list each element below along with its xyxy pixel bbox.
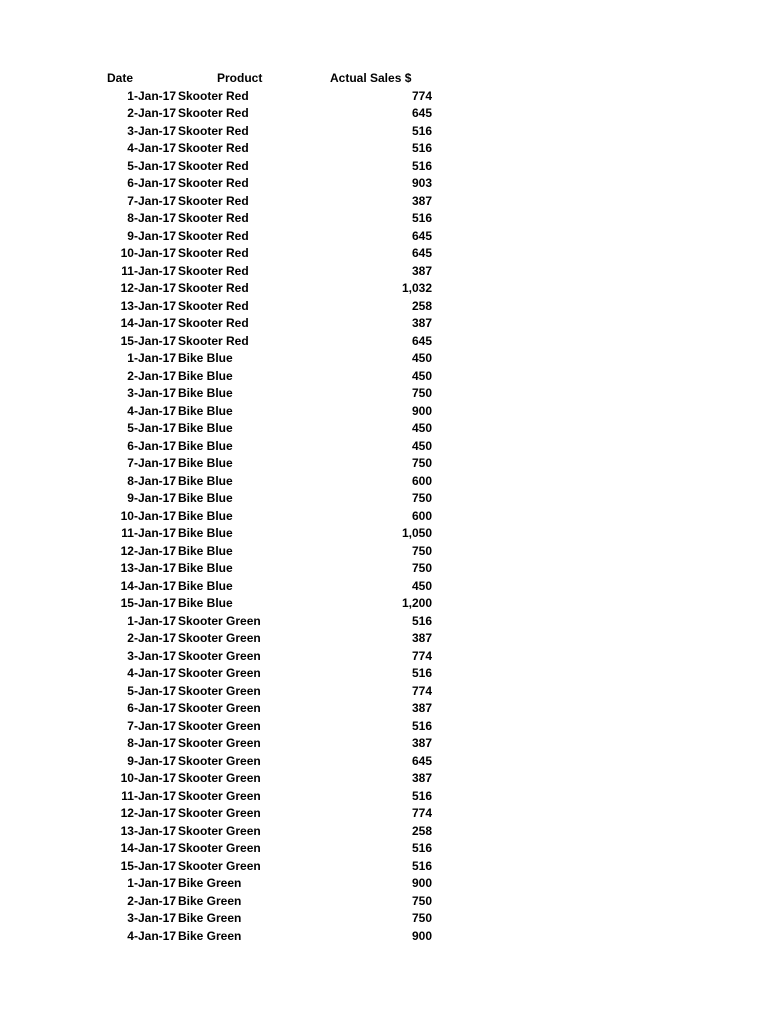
- cell-date: 10-Jan-17: [120, 246, 176, 260]
- table-row: [0, 683, 768, 701]
- cell-actual-sales: 450: [411, 421, 432, 435]
- table-row: [0, 263, 768, 281]
- cell-product: Skooter Green: [178, 753, 261, 768]
- cell-date: 14-Jan-17: [120, 841, 176, 855]
- cell-actual-sales: 387: [411, 771, 432, 785]
- cell-date: 11-Jan-17: [121, 263, 176, 278]
- cell-product: Skooter Red: [178, 316, 249, 330]
- cell-actual-sales: 516: [411, 158, 432, 173]
- cell-date: 6-Jan-17: [127, 701, 176, 715]
- cell-actual-sales: 645: [411, 333, 432, 348]
- cell-date: 2-Jan-17: [127, 368, 176, 383]
- cell-product: Bike Blue: [178, 596, 233, 610]
- table-row: [0, 123, 768, 141]
- cell-product: Skooter Green: [178, 788, 261, 803]
- cell-date: 1-Jan-17: [127, 876, 176, 890]
- cell-actual-sales: 750: [411, 456, 432, 470]
- cell-actual-sales: 516: [411, 788, 432, 803]
- cell-actual-sales: 387: [411, 193, 432, 208]
- cell-date: 8-Jan-17: [127, 736, 176, 750]
- cell-actual-sales: 750: [411, 911, 432, 925]
- cell-product: Skooter Green: [178, 771, 261, 785]
- cell-actual-sales: 750: [411, 543, 432, 558]
- cell-product: Bike Blue: [178, 438, 233, 453]
- table-row: [0, 788, 768, 806]
- cell-product: Bike Blue: [178, 368, 233, 383]
- cell-date: 9-Jan-17: [127, 228, 176, 243]
- header-actual-sales: Actual Sales $: [330, 71, 412, 85]
- table-row: [0, 315, 768, 333]
- cell-date: 11-Jan-17: [121, 788, 176, 803]
- cell-actual-sales: 600: [411, 508, 432, 523]
- table-row: [0, 298, 768, 316]
- cell-product: Bike Blue: [178, 526, 233, 540]
- table-row: [0, 525, 768, 543]
- table-row: [0, 158, 768, 176]
- cell-actual-sales: 516: [411, 141, 432, 155]
- cell-date: 8-Jan-17: [127, 211, 176, 225]
- cell-product: Skooter Green: [178, 736, 261, 750]
- cell-product: Skooter Red: [178, 176, 249, 190]
- cell-date: 3-Jan-17: [127, 648, 176, 663]
- cell-date: 2-Jan-17: [127, 893, 176, 908]
- cell-actual-sales: 774: [411, 648, 432, 663]
- table-row: [0, 823, 768, 841]
- cell-product: Skooter Green: [178, 648, 261, 663]
- table-row: [0, 333, 768, 351]
- cell-product: Skooter Green: [178, 806, 261, 820]
- table-row: [0, 140, 768, 158]
- cell-product: Bike Blue: [178, 561, 233, 575]
- table-row: [0, 350, 768, 368]
- table-row: [0, 840, 768, 858]
- cell-actual-sales: 645: [411, 228, 432, 243]
- cell-actual-sales: 516: [411, 718, 432, 733]
- table-row: [0, 753, 768, 771]
- cell-product: Skooter Red: [178, 123, 249, 138]
- cell-actual-sales: 387: [411, 736, 432, 750]
- cell-product: Skooter Green: [178, 666, 261, 680]
- table-row: [0, 735, 768, 753]
- cell-actual-sales: 645: [411, 106, 432, 120]
- table-row: [0, 175, 768, 193]
- table-row: [0, 455, 768, 473]
- cell-actual-sales: 900: [411, 403, 432, 418]
- cell-actual-sales: 645: [411, 753, 432, 768]
- cell-date: 4-Jan-17: [127, 403, 176, 418]
- cell-product: Bike Blue: [178, 351, 233, 365]
- table-row: [0, 595, 768, 613]
- cell-product: Bike Blue: [178, 578, 233, 593]
- cell-actual-sales: 900: [411, 928, 432, 943]
- table-row: [0, 858, 768, 876]
- table-row: [0, 490, 768, 508]
- table-row: [0, 88, 768, 106]
- cell-product: Skooter Green: [178, 858, 261, 873]
- cell-actual-sales: 387: [411, 701, 432, 715]
- cell-actual-sales: 387: [411, 631, 432, 645]
- cell-actual-sales: 1,032: [401, 281, 432, 295]
- table-row: [0, 385, 768, 403]
- table-row: [0, 560, 768, 578]
- cell-date: 1-Jan-17: [127, 351, 176, 365]
- cell-product: Bike Blue: [178, 491, 233, 505]
- cell-actual-sales: 774: [411, 806, 432, 820]
- cell-actual-sales: 750: [411, 893, 432, 908]
- table-row: [0, 193, 768, 211]
- cell-date: 10-Jan-17: [120, 771, 176, 785]
- cell-product: Skooter Green: [178, 701, 261, 715]
- table-row: [0, 578, 768, 596]
- cell-actual-sales: 258: [411, 823, 432, 838]
- cell-date: 12-Jan-17: [120, 543, 176, 558]
- cell-product: Skooter Red: [178, 211, 249, 225]
- cell-date: 11-Jan-17: [121, 526, 176, 540]
- table-row: [0, 245, 768, 263]
- cell-date: 3-Jan-17: [127, 386, 176, 400]
- cell-date: 10-Jan-17: [120, 508, 176, 523]
- table-row: [0, 875, 768, 893]
- table-row: [0, 105, 768, 123]
- cell-product: Bike Green: [178, 911, 242, 925]
- cell-actual-sales: 516: [411, 858, 432, 873]
- cell-product: Skooter Green: [178, 841, 261, 855]
- cell-actual-sales: 750: [411, 491, 432, 505]
- table-row: [0, 543, 768, 561]
- cell-actual-sales: 516: [411, 666, 432, 680]
- cell-date: 12-Jan-17: [120, 281, 176, 295]
- cell-actual-sales: 645: [411, 246, 432, 260]
- header-row: [0, 70, 768, 88]
- cell-product: Bike Blue: [178, 508, 233, 523]
- cell-actual-sales: 450: [411, 438, 432, 453]
- cell-date: 4-Jan-17: [127, 141, 176, 155]
- cell-date: 3-Jan-17: [127, 911, 176, 925]
- cell-actual-sales: 774: [411, 683, 432, 698]
- cell-product: Bike Blue: [178, 473, 233, 488]
- cell-product: Skooter Red: [178, 333, 249, 348]
- table-row: [0, 805, 768, 823]
- cell-product: Skooter Red: [178, 281, 249, 295]
- cell-actual-sales: 450: [411, 578, 432, 593]
- cell-product: Bike Blue: [178, 403, 233, 418]
- cell-product: Skooter Red: [178, 298, 249, 313]
- cell-product: Bike Blue: [178, 543, 233, 558]
- cell-date: 9-Jan-17: [127, 491, 176, 505]
- cell-date: 8-Jan-17: [127, 473, 176, 488]
- cell-actual-sales: 450: [411, 351, 432, 365]
- cell-date: 3-Jan-17: [127, 123, 176, 138]
- cell-product: Skooter Green: [178, 631, 261, 645]
- cell-date: 5-Jan-17: [127, 158, 176, 173]
- cell-product: Bike Green: [178, 928, 242, 943]
- cell-date: 15-Jan-17: [120, 858, 176, 873]
- table-row: [0, 665, 768, 683]
- table-row: [0, 648, 768, 666]
- cell-product: Bike Blue: [178, 456, 233, 470]
- cell-date: 14-Jan-17: [120, 578, 176, 593]
- table-row: [0, 228, 768, 246]
- cell-date: 9-Jan-17: [127, 753, 176, 768]
- cell-actual-sales: 516: [411, 123, 432, 138]
- table-row: [0, 613, 768, 631]
- cell-date: 15-Jan-17: [120, 596, 176, 610]
- cell-actual-sales: 1,050: [401, 526, 432, 540]
- cell-actual-sales: 450: [411, 368, 432, 383]
- cell-date: 7-Jan-17: [127, 193, 176, 208]
- table-row: [0, 280, 768, 298]
- cell-actual-sales: 516: [411, 211, 432, 225]
- cell-actual-sales: 516: [411, 841, 432, 855]
- cell-date: 13-Jan-17: [120, 298, 176, 313]
- cell-product: Bike Blue: [178, 386, 233, 400]
- cell-product: Skooter Red: [178, 263, 249, 278]
- cell-date: 13-Jan-17: [120, 823, 176, 838]
- cell-date: 5-Jan-17: [127, 421, 176, 435]
- cell-product: Bike Blue: [178, 421, 233, 435]
- cell-actual-sales: 903: [411, 176, 432, 190]
- table-row: [0, 928, 768, 946]
- cell-product: Skooter Green: [178, 613, 261, 628]
- table-row: [0, 630, 768, 648]
- cell-actual-sales: 600: [411, 473, 432, 488]
- cell-date: 7-Jan-17: [127, 718, 176, 733]
- cell-actual-sales: 1,200: [401, 596, 432, 610]
- data-rows: [0, 88, 768, 946]
- cell-date: 6-Jan-17: [127, 176, 176, 190]
- cell-date: 15-Jan-17: [120, 333, 176, 348]
- cell-actual-sales: 750: [411, 386, 432, 400]
- cell-date: 4-Jan-17: [127, 666, 176, 680]
- header-product: Product: [217, 71, 263, 85]
- cell-product: Skooter Red: [178, 88, 249, 103]
- cell-product: Skooter Green: [178, 823, 261, 838]
- cell-product: Skooter Green: [178, 718, 261, 733]
- table-row: [0, 508, 768, 526]
- header-date: Date: [107, 71, 134, 85]
- sales-sheet: [0, 70, 768, 945]
- cell-actual-sales: 516: [411, 613, 432, 628]
- cell-date: 4-Jan-17: [127, 928, 176, 943]
- cell-actual-sales: 387: [411, 263, 432, 278]
- cell-date: 2-Jan-17: [127, 631, 176, 645]
- cell-date: 2-Jan-17: [127, 106, 176, 120]
- table-row: [0, 368, 768, 386]
- cell-date: 7-Jan-17: [127, 456, 176, 470]
- cell-product: Skooter Red: [178, 141, 249, 155]
- cell-product: Skooter Red: [178, 193, 249, 208]
- cell-product: Skooter Red: [178, 158, 249, 173]
- table-row: [0, 770, 768, 788]
- cell-date: 14-Jan-17: [120, 316, 176, 330]
- cell-actual-sales: 387: [411, 316, 432, 330]
- table-row: [0, 420, 768, 438]
- cell-product: Skooter Red: [178, 246, 249, 260]
- cell-date: 1-Jan-17: [127, 88, 176, 103]
- cell-product: Skooter Red: [178, 106, 249, 120]
- cell-date: 5-Jan-17: [127, 683, 176, 698]
- table-row: [0, 718, 768, 736]
- cell-product: Bike Green: [178, 893, 242, 908]
- cell-date: 12-Jan-17: [120, 806, 176, 820]
- table-row: [0, 403, 768, 421]
- cell-actual-sales: 774: [411, 88, 432, 103]
- cell-date: 6-Jan-17: [127, 438, 176, 453]
- table-row: [0, 473, 768, 491]
- cell-date: 1-Jan-17: [127, 613, 176, 628]
- table-row: [0, 910, 768, 928]
- cell-actual-sales: 900: [411, 876, 432, 890]
- cell-product: Bike Green: [178, 876, 242, 890]
- table-row: [0, 438, 768, 456]
- table-row: [0, 210, 768, 228]
- table-row: [0, 893, 768, 911]
- cell-product: Skooter Red: [178, 228, 249, 243]
- cell-date: 13-Jan-17: [120, 561, 176, 575]
- cell-product: Skooter Green: [178, 683, 261, 698]
- table-row: [0, 700, 768, 718]
- cell-actual-sales: 258: [411, 298, 432, 313]
- cell-actual-sales: 750: [411, 561, 432, 575]
